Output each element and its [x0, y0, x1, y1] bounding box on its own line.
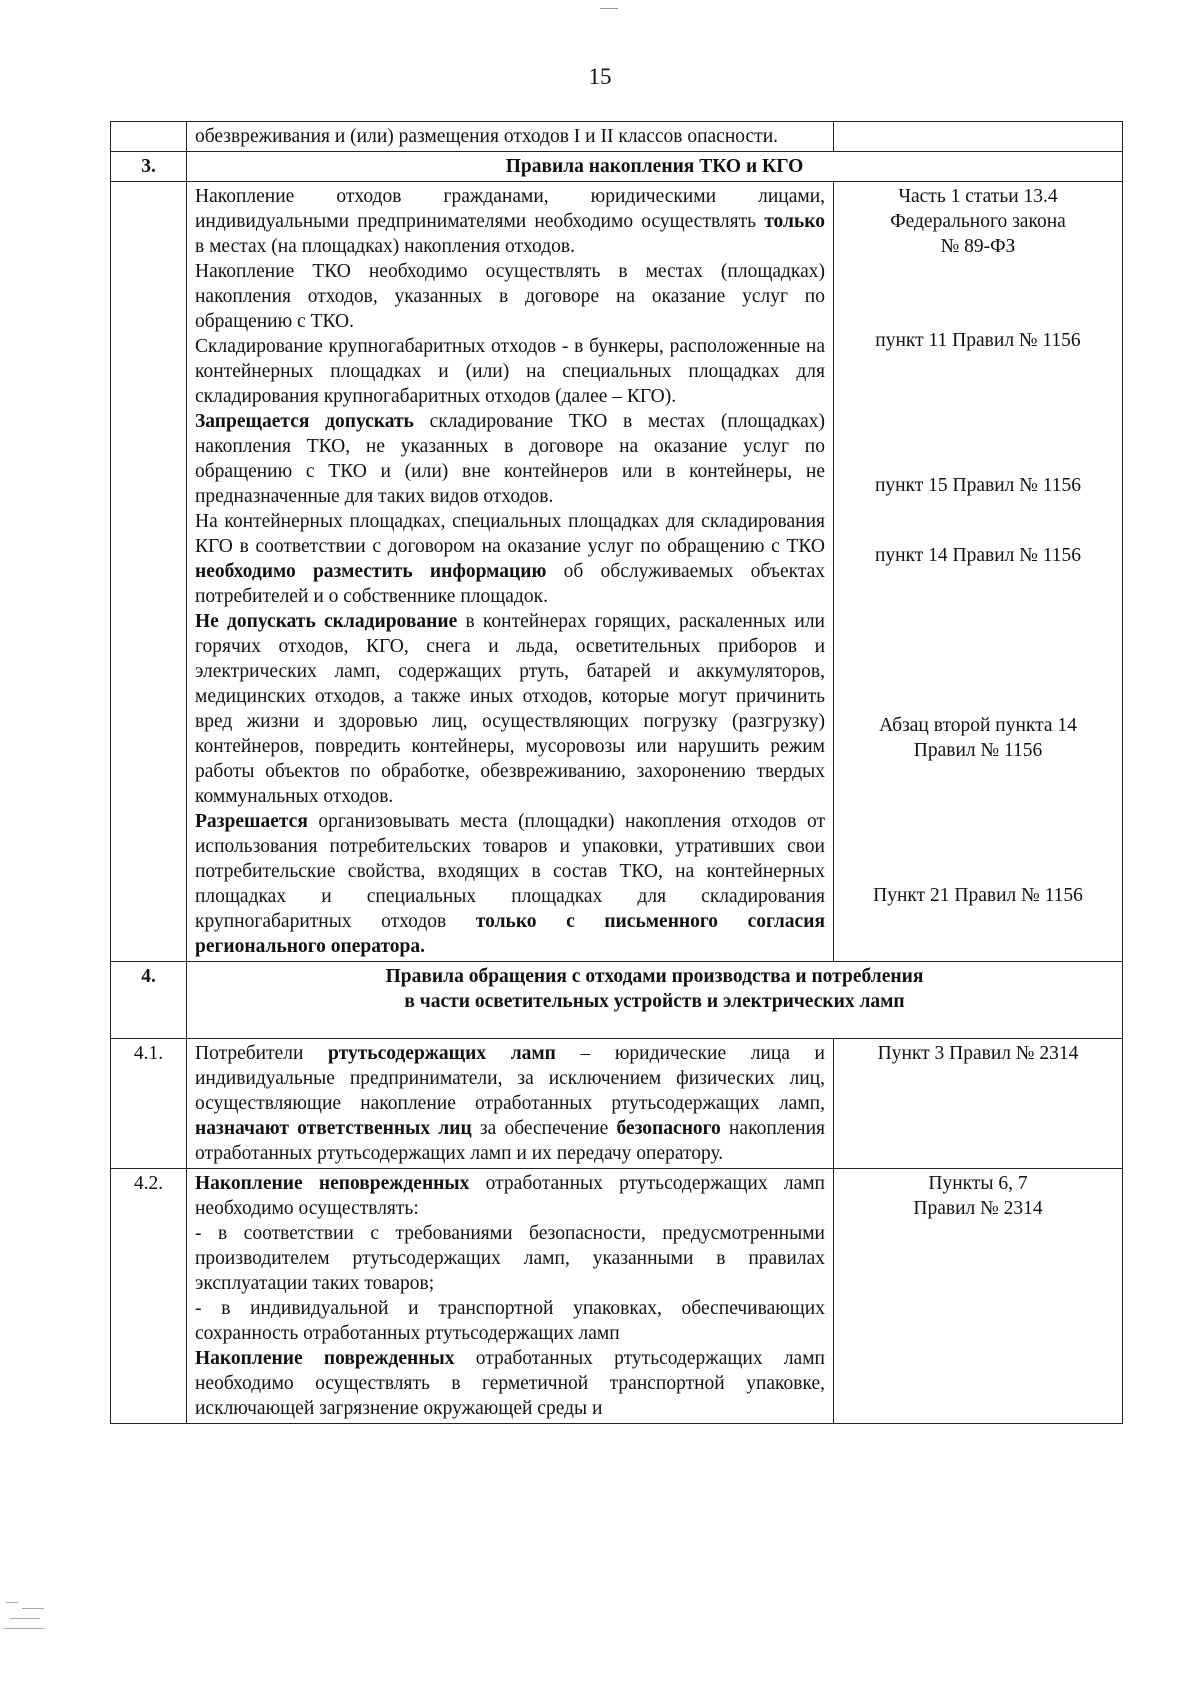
row-number: 4.2. — [111, 1169, 187, 1424]
paragraph — [195, 409, 825, 509]
paragraph: Накопление ТКО необходимо осуществлять в местах (площадках) накопления отходов, указанных в договоре на оказание услуг по обращению с ТКО. — [195, 261, 825, 332]
reference-text: Пункты 6, 7 Правил № 2314 — [913, 1173, 1043, 1219]
paragraph — [195, 184, 825, 259]
paragraph — [195, 509, 825, 609]
section-title: Правила накопления ТКО и КГО — [187, 152, 1123, 182]
bold-text: Накопление неповрежденных — [195, 1173, 470, 1194]
reference-text: пункт 14 Правил № 1156 — [874, 545, 1082, 566]
reference-text: пункт 15 Правил № 1156 — [874, 475, 1082, 496]
bold-text: Не допускать складирование — [195, 611, 458, 632]
row-text — [187, 122, 834, 152]
bold-text: Запрещается допускать — [195, 411, 414, 432]
paragraph: обезвреживания и (или) размещения отходов I и II классов опасности. — [195, 126, 779, 147]
section-number: 4. — [111, 962, 187, 1039]
reference-text: Пункт 3 Правил № 2314 — [877, 1043, 1079, 1064]
reference-text: Часть 1 статьи 13.4 Федерального закона № 89-ФЗ — [890, 186, 1066, 257]
section-title — [187, 962, 1123, 1039]
bold-text: только — [764, 211, 825, 232]
bold-text: назначают ответственных лиц — [195, 1118, 472, 1139]
bold-text: ртутьсодержащих ламп — [328, 1043, 556, 1064]
text-run: организовывать места (площадки) накопления отходов от использования потребительских товаров и упаковки, утративших свои потребительские свойства, входящих в состав ТКО, на контейнерных площадках и специальных площадках для складирования крупногабаритных отходов — [195, 811, 825, 932]
section-title-line: в части осветительных устройств и электрических ламп — [404, 991, 905, 1012]
paragraph — [195, 1346, 825, 1421]
scan-mark — [600, 8, 618, 9]
text-run: складирование ТКО в местах (площадках) накопления ТКО, не указанных в договоре на оказание услуг по обращению с ТКО и (или) вне контейнеров или в контейнеры, не предназначенные для таких видов отходов. — [195, 411, 825, 507]
bold-text: только с письменного согласия регионального оператора. — [195, 911, 825, 957]
text-run: за обеспечение — [471, 1118, 617, 1139]
paragraph: - в индивидуальной и транспортной упаковках, обеспечивающих сохранность отработанных ртутьсодержащих ламп — [195, 1298, 825, 1344]
row-text — [187, 1039, 834, 1169]
scan-artifact — [4, 1598, 64, 1640]
row-reference — [834, 182, 1123, 962]
section-title-line: Правила обращения с отходами производства и потребления — [385, 966, 924, 987]
text-run: – юридические лица и индивидуальные предприниматели, за исключением физических лиц, осуществляющие накопление отработанных ртутьсодержащих ламп, — [195, 1043, 825, 1114]
rules-table — [110, 121, 1123, 1424]
section-header-row — [111, 152, 1123, 182]
text-run: в контейнерах горящих, раскаленных или горячих отходов, КГО, снега и льда, осветительных приборов и электрических ламп, содержащих ртуть, батарей и аккумуляторов, медицинских отходов, а также иных отходов, которые могут причинить вред жизни и здоровью лиц, осуществляющих погрузку (разгрузку) контейнеров, повредить контейнеры, мусоровозы или нарушить режим работы объектов по обработке, обезвреживанию, захоронению твердых коммунальных отходов. — [195, 611, 825, 807]
row-text — [187, 1169, 834, 1424]
text-run: На контейнерных площадках, специальных площадках для складирования КГО в соответствии с договором на оказание услуг по обращению с ТКО — [195, 511, 825, 557]
section-header-row — [111, 962, 1123, 1039]
table-row — [111, 1039, 1123, 1169]
row-reference — [834, 1039, 1123, 1169]
bold-text: безопасного — [616, 1118, 721, 1139]
paragraph — [195, 809, 825, 959]
row-reference — [834, 1169, 1123, 1424]
text-run: Потребители — [195, 1043, 329, 1064]
paragraph — [195, 609, 825, 809]
row-number — [111, 182, 187, 962]
paragraph: Складирование крупногабаритных отходов - в бункеры, расположенные на контейнерных площадках и (или) на специальных площадках для складирования крупногабаритных отходов (далее – КГО). — [195, 336, 825, 407]
page-number: 15 — [588, 64, 612, 89]
table-row — [111, 182, 1123, 962]
reference-text: Абзац второй пункта 14 Правил № 1156 — [879, 715, 1077, 761]
reference-text: Пункт 21 Правил № 1156 — [873, 885, 1083, 906]
row-number: 4.1. — [111, 1039, 187, 1169]
paragraph — [195, 1041, 825, 1166]
bold-text: необходимо разместить информацию — [195, 561, 547, 582]
text-run: отработанных ртутьсодержащих ламп необходимо осуществлять: — [195, 1173, 825, 1219]
reference-text: пункт 11 Правил № 1156 — [875, 330, 1081, 351]
row-number — [111, 122, 187, 152]
text-run: накопления отработанных ртутьсодержащих ламп и их передачу оператору. — [195, 1118, 825, 1164]
table-row — [111, 122, 1123, 152]
text-run: отработанных ртутьсодержащих ламп необходимо осуществлять в герметичной транспортной упаковке, исключающей загрязнение окружающей среды и — [195, 1348, 825, 1419]
paragraph — [195, 1171, 825, 1221]
row-text — [187, 182, 834, 962]
section-number: 3. — [111, 152, 187, 182]
bold-text: Накопление поврежденных — [195, 1348, 455, 1369]
text-run: в местах (на площадках) накопления отходов. — [195, 236, 576, 257]
row-reference — [834, 122, 1123, 152]
table-row — [111, 1169, 1123, 1424]
bold-text: Разрешается — [195, 811, 308, 832]
text-run: об обслуживаемых объектах потребителей и о собственнике площадок. — [195, 561, 825, 607]
text-run: Накопление отходов гражданами, юридическими лицами, индивидуальными предпринимателями необходимо осуществлять — [195, 186, 825, 232]
paragraph: - в соответствии с требованиями безопасности, предусмотренными производителем ртутьсодержащих ламп, указанными в правилах эксплуатации таких товаров; — [195, 1223, 825, 1294]
